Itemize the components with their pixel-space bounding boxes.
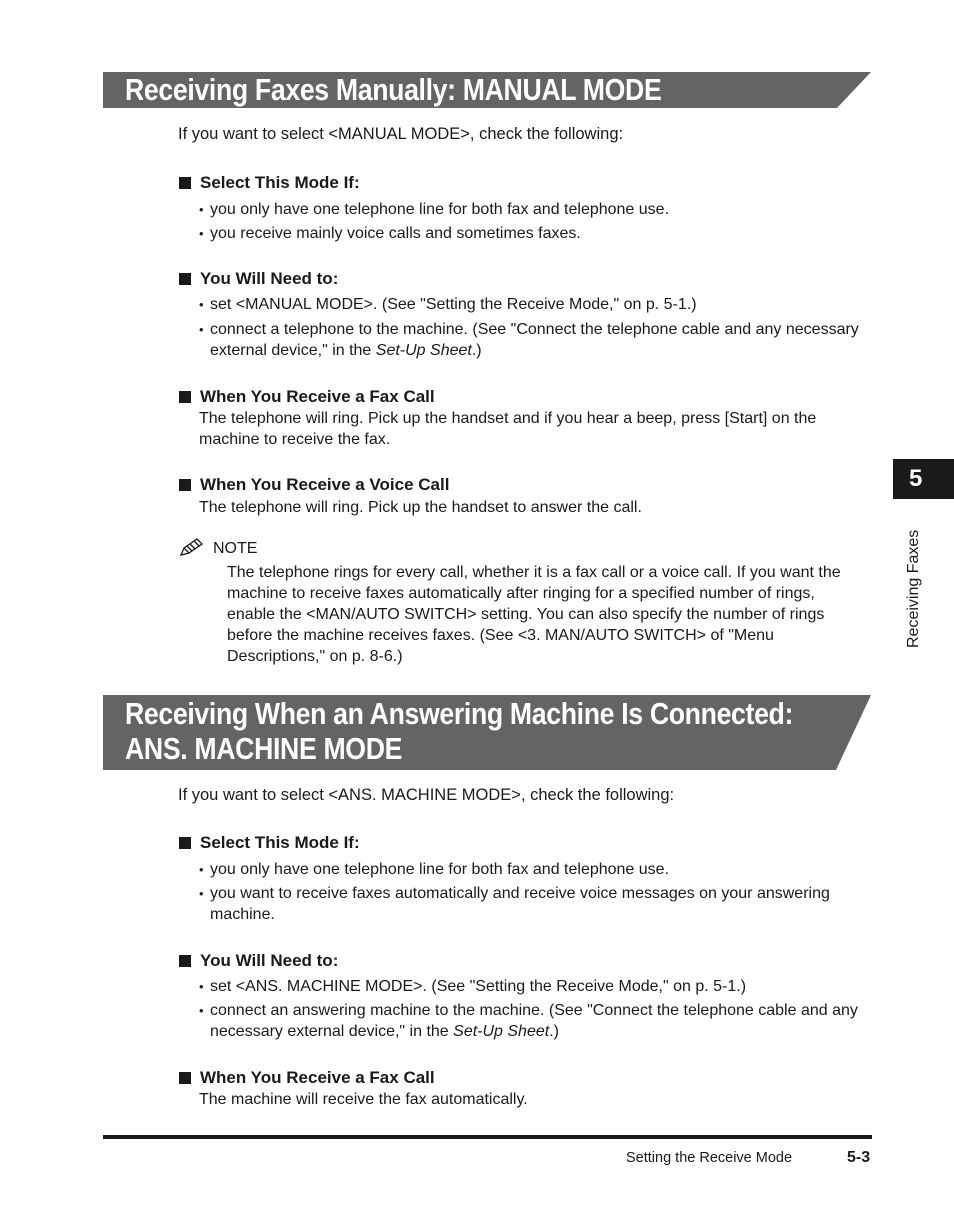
chapter-side-label: Receiving Faxes: [905, 529, 922, 648]
subheading-label: When You Receive a Fax Call: [200, 387, 435, 406]
square-bullet-icon: [179, 955, 191, 967]
list-item: • you only have one telephone line for both fax and telephone use.: [199, 199, 869, 220]
square-bullet-icon: [179, 391, 191, 403]
section-title-line1: Receiving When an Answering Machine Is Connected:: [125, 696, 794, 731]
set-up-sheet-reference: Set-Up Sheet: [375, 342, 472, 359]
paragraph: The telephone will ring. Pick up the handset and if you hear a beep, press [Start] on the machine to receive the fax.: [199, 410, 817, 448]
subheading-select-mode: [179, 833, 360, 853]
square-bullet-icon: [179, 177, 191, 189]
list-item-text-end: .): [471, 342, 482, 359]
subheading-voice-call: [179, 475, 449, 495]
subheading-fax-call: [179, 1068, 435, 1088]
subheading-fax-call: [179, 387, 435, 407]
section-banner-manual-mode: [103, 72, 871, 108]
note-label: NOTE: [213, 540, 258, 557]
section-title: Receiving Faxes Manually: MANUAL MODE: [125, 72, 662, 107]
section-title-line2: ANS. MACHINE MODE: [125, 731, 403, 766]
list-item: • set <MANUAL MODE>. (See "Setting the Receive Mode," on p. 5-1.): [199, 294, 869, 315]
square-bullet-icon: [179, 837, 191, 849]
subheading-you-will-need: [179, 269, 338, 289]
page-number: 5-3: [847, 1149, 871, 1166]
note-text: The telephone rings for every call, whether it is a fax call or a voice call. If you want the machine to receive faxes automatically after ringing for a specified number of rings, enable the <MAN/AUTO SWITCH> setting. You can also specify the number of rings before the machine receives faxes. (See <3. MAN/AUTO SWITCH> of "Menu Descriptions," on p. 8-6.): [227, 564, 841, 665]
list-item-text: connect an answering machine to the machine. (See "Connect the telephone cable and any necessary external device," in the: [210, 1002, 858, 1040]
subheading-label: Select This Mode If:: [200, 173, 360, 192]
list-item-text-end: .): [549, 1023, 559, 1040]
pencil-note-icon: [178, 537, 206, 559]
chapter-number: 5: [909, 465, 923, 492]
section-intro: If you want to select <MANUAL MODE>, check the following:: [178, 125, 624, 143]
list-item: • you only have one telephone line for both fax and telephone use.: [199, 859, 869, 880]
subheading-label: You Will Need to:: [200, 951, 339, 970]
list-item-text: connect a telephone to the machine. (See "Connect the telephone cable and any necessary external device," in the: [210, 321, 859, 359]
list-item: [199, 319, 869, 361]
subheading-you-will-need: [179, 951, 338, 971]
paragraph: The telephone will ring. Pick up the handset to answer the call.: [199, 499, 642, 516]
paragraph: The machine will receive the fax automatically.: [199, 1091, 528, 1108]
list-item: • you want to receive faxes automatically and receive voice messages on your answering machine.: [199, 883, 869, 925]
subheading-label: You Will Need to:: [200, 269, 339, 288]
subheading-label: When You Receive a Fax Call: [200, 1068, 435, 1087]
footer-title: Setting the Receive Mode: [626, 1150, 793, 1166]
list-item: [199, 1000, 869, 1042]
chapter-tab[interactable]: [893, 459, 954, 499]
square-bullet-icon: [179, 1072, 191, 1084]
square-bullet-icon: [179, 273, 191, 285]
subheading-select-mode: [179, 173, 360, 193]
subheading-label: When You Receive a Voice Call: [200, 475, 450, 494]
list-item: • set <ANS. MACHINE MODE>. (See "Setting the Receive Mode," on p. 5-1.): [199, 976, 869, 997]
square-bullet-icon: [179, 479, 191, 491]
section-intro: If you want to select <ANS. MACHINE MODE>, check the following:: [178, 786, 675, 804]
set-up-sheet-reference: Set-Up Sheet: [453, 1023, 550, 1040]
list-item: • you receive mainly voice calls and sometimes faxes.: [199, 223, 869, 244]
footer-rule: [103, 1135, 872, 1139]
section-banner-ans-machine-mode: [103, 695, 871, 770]
subheading-label: Select This Mode If:: [200, 833, 360, 852]
